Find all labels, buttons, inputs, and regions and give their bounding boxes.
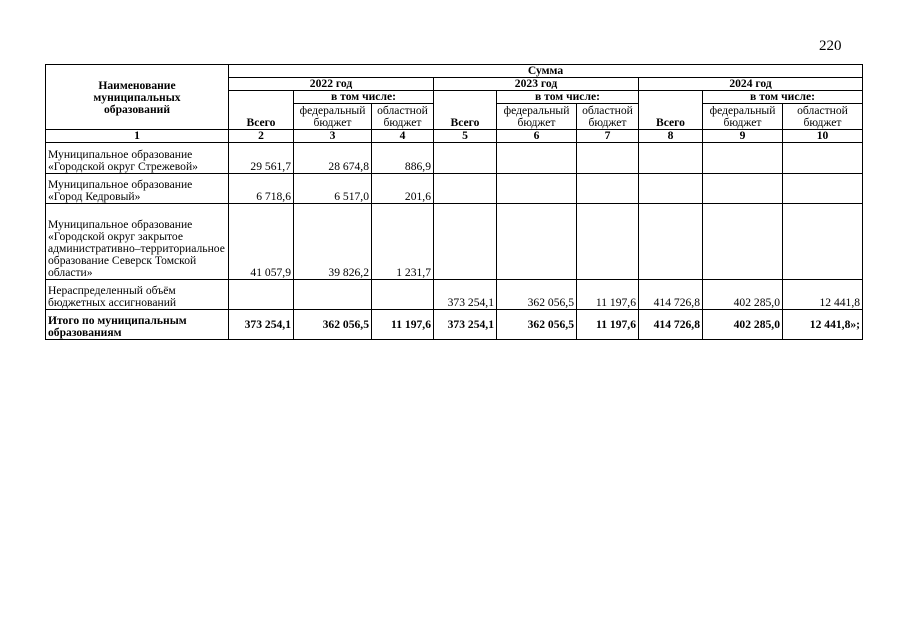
table-row [46, 143, 863, 174]
cell-value [434, 143, 497, 174]
total-value: 362 056,5 [294, 310, 372, 340]
header-year-2023: 2023 год [434, 78, 639, 91]
total-value: 362 056,5 [497, 310, 577, 340]
cell-value [639, 204, 703, 280]
cell-value [229, 280, 294, 310]
cell-value [434, 204, 497, 280]
cell-value [497, 143, 577, 174]
cell-value: 11 197,6 [577, 280, 639, 310]
cell-value: 39 826,2 [294, 204, 372, 280]
header-year-2022: 2022 год [229, 78, 434, 91]
header-including-2024: в том числе: [703, 91, 863, 104]
column-numbers-row [46, 130, 863, 143]
header-regional-2022: областной бюджет [372, 104, 434, 130]
column-number: 8 [639, 130, 703, 143]
column-number: 1 [46, 130, 229, 143]
cell-value: 28 674,8 [294, 143, 372, 174]
cell-value [703, 143, 783, 174]
total-value: 11 197,6 [372, 310, 434, 340]
header-regional-2024: областной бюджет [783, 104, 863, 130]
total-value: 402 285,0 [703, 310, 783, 340]
column-number: 4 [372, 130, 434, 143]
cell-value: 886,9 [372, 143, 434, 174]
total-row-name: Итого по муниципальным образованиям [46, 310, 229, 340]
cell-value [703, 204, 783, 280]
column-number: 2 [229, 130, 294, 143]
header-including-2022: в том числе: [294, 91, 434, 104]
cell-value [783, 174, 863, 204]
cell-value: 41 057,9 [229, 204, 294, 280]
column-number: 6 [497, 130, 577, 143]
table-row [46, 174, 863, 204]
header-regional-2023: областной бюджет [577, 104, 639, 130]
column-number: 10 [783, 130, 863, 143]
cell-value: 29 561,7 [229, 143, 294, 174]
row-name: Муниципальное образование «Городской округ закрытое административно–территориальное образование Северск Томской области» [46, 204, 229, 280]
cell-value [497, 204, 577, 280]
total-last-cell [783, 310, 863, 340]
total-value: 373 254,1 [434, 310, 497, 340]
column-number: 5 [434, 130, 497, 143]
header-federal-2022: федеральный бюджет [294, 104, 372, 130]
total-row [46, 310, 863, 340]
cell-value [434, 174, 497, 204]
cell-value [372, 280, 434, 310]
column-number: 7 [577, 130, 639, 143]
header-federal-2023: федеральный бюджет [497, 104, 577, 130]
total-value: 12 441,8 [809, 317, 851, 331]
header-including-2023: в том числе: [497, 91, 639, 104]
header-total-2022: Всего [229, 91, 294, 130]
cell-value [294, 280, 372, 310]
row-name: Муниципальное образование «Городской округ Стрежевой» [46, 143, 229, 174]
total-value-last [810, 318, 860, 331]
closing-quote: »; [850, 317, 861, 331]
cell-value [497, 174, 577, 204]
cell-value [703, 174, 783, 204]
cell-value: 6 718,6 [229, 174, 294, 204]
cell-value [577, 204, 639, 280]
cell-value: 6 517,0 [294, 174, 372, 204]
budget-table [45, 64, 863, 340]
row-name: Муниципальное образование «Город Кедровый» [46, 174, 229, 204]
cell-value [639, 143, 703, 174]
cell-value: 414 726,8 [639, 280, 703, 310]
column-number: 3 [294, 130, 372, 143]
header-total-2024: Всего [639, 91, 703, 130]
total-value: 414 726,8 [639, 310, 703, 340]
header-year-2024: 2024 год [639, 78, 863, 91]
cell-value: 373 254,1 [434, 280, 497, 310]
header-federal-2024: федеральный бюджет [703, 104, 783, 130]
header-total-2023: Всего [434, 91, 497, 130]
cell-value [783, 143, 863, 174]
cell-value: 362 056,5 [497, 280, 577, 310]
column-number: 9 [703, 130, 783, 143]
total-value: 11 197,6 [577, 310, 639, 340]
row-name: Нераспределенный объём бюджетных ассигнований [46, 280, 229, 310]
cell-value: 201,6 [372, 174, 434, 204]
table-row [46, 204, 863, 280]
cell-value [577, 174, 639, 204]
table-row [46, 280, 863, 310]
header-sum: Сумма [229, 65, 863, 78]
total-value: 373 254,1 [229, 310, 294, 340]
header-name-column: Наименование муниципальных образований [46, 65, 229, 130]
cell-value: 402 285,0 [703, 280, 783, 310]
cell-value [577, 143, 639, 174]
cell-value [639, 174, 703, 204]
cell-value [783, 204, 863, 280]
cell-value: 1 231,7 [372, 204, 434, 280]
cell-value: 12 441,8 [783, 280, 863, 310]
page-number: 220 [819, 38, 842, 54]
